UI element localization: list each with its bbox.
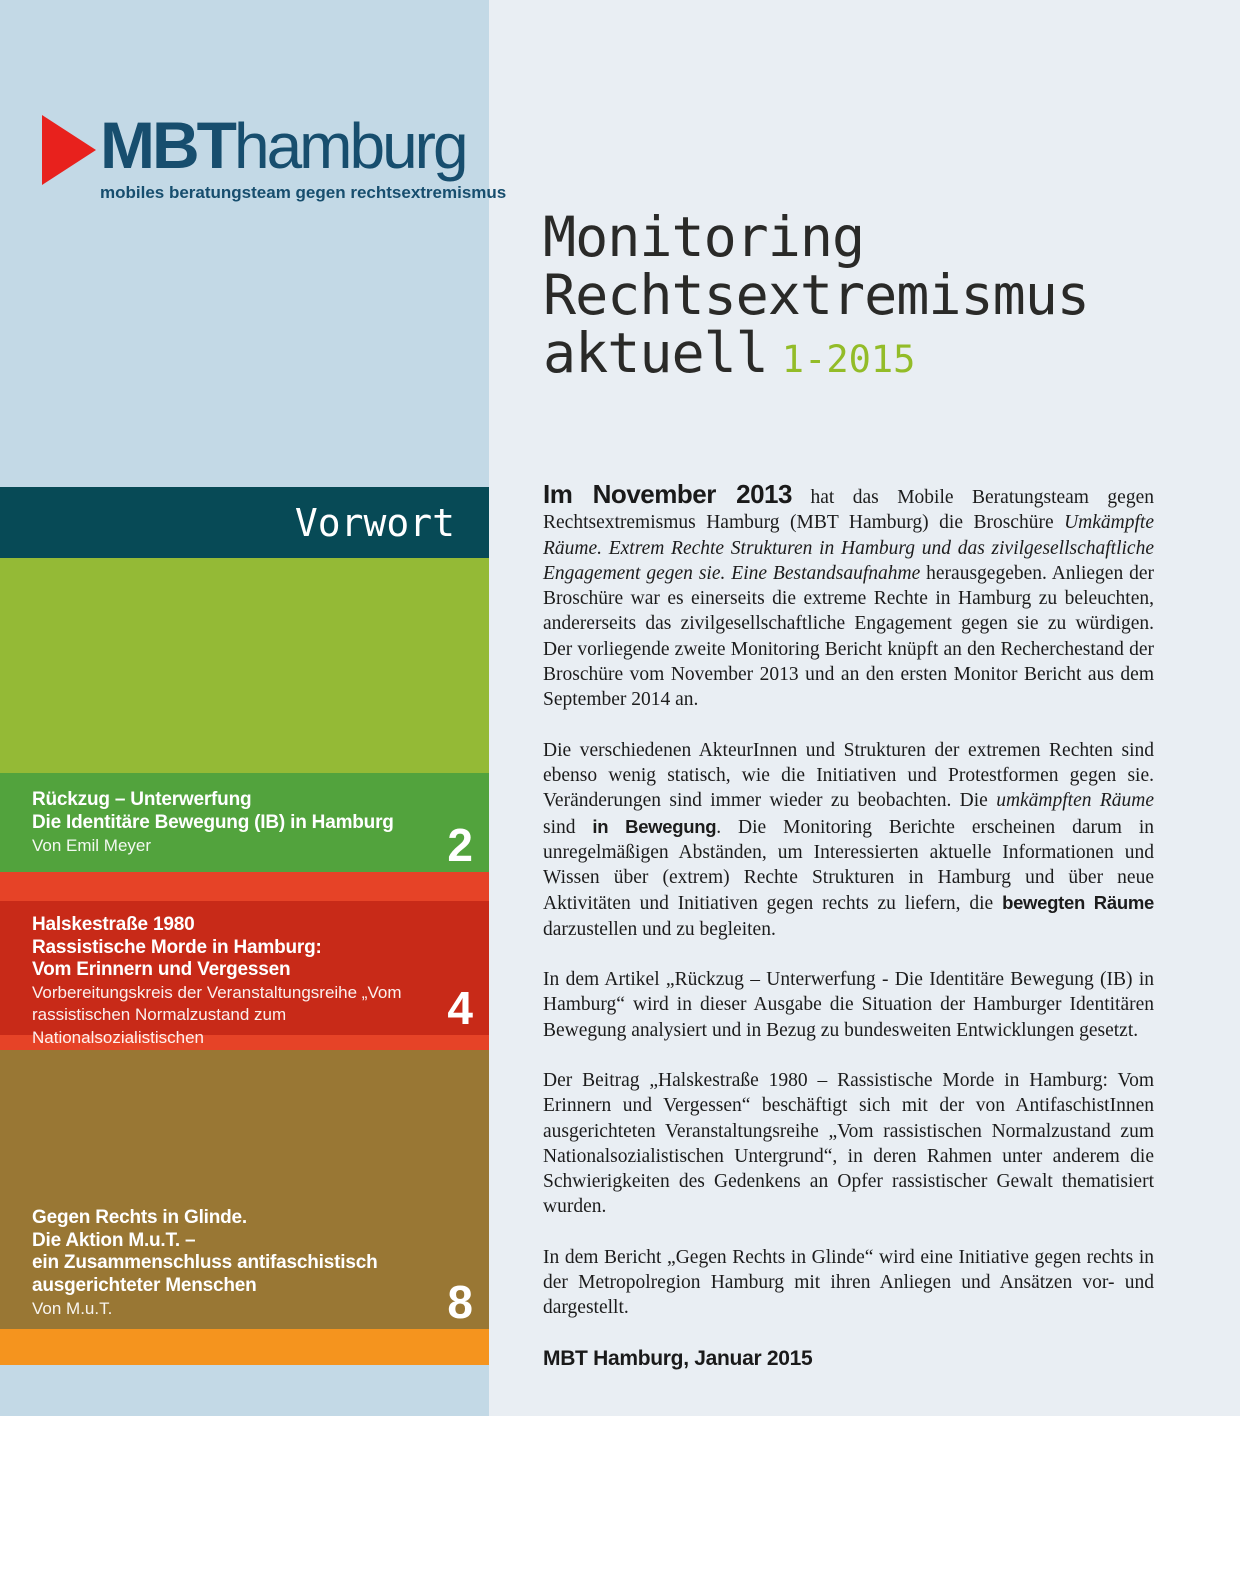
title-line-2: Rechtsextremismus xyxy=(543,263,1089,327)
sidebar-logo-block xyxy=(0,0,507,487)
toc-item-halskestrasse xyxy=(0,901,489,1047)
paragraph-lead-in: Im November 2013 xyxy=(543,479,792,509)
document-title xyxy=(543,205,1089,389)
paragraph-4: Der Beitrag „Halskestraße 1980 – Rassistische Morde in Hamburg: Vom Erinnern und Vergessen“ beschäftigt sich mit der von AntifaschistInnen ausgerichteten Veranstaltungsreihe „Vom rassistischen Normalzustand zum Nationalsozialistischen Untergrund“, in deren Rahmen unter anderem die Schwierigkeiten des Gedenkens an Opfer rassistischer Gewalt thematisiert wurden. xyxy=(543,1069,1154,1218)
divider-strip-orange xyxy=(0,1329,489,1365)
toc-item-author: Von Emil Meyer xyxy=(32,836,152,855)
toc-item-title: ausgerichteter Menschen xyxy=(32,1274,257,1296)
toc-item-title: Die Identitäre Bewegung (IB) in Hamburg xyxy=(32,811,394,833)
toc-item-title: Rassistische Morde in Hamburg: xyxy=(32,936,322,958)
toc-item-title: Vom Erinnern und Vergessen xyxy=(32,959,291,980)
paragraph-2: Die verschiedenen AkteurInnen und Strukturen der extremen Rechten sind ebenso wenig statisch, wie die Initiativen und Protestformen gegen sie. Veränderungen sind immer wieder zu beobachten. Die umkämpften Räume sind in Bewegung. Die Monitoring Berichte erscheinen darum in unregelmäßigen Abständen, um Interessierten aktuelle Informationen und Wissen über (extrem) Rechte Strukturen in Hamburg und über neue Aktivitäten und Initiativen gegen rechts zu liefern, die bewegten Räume darzustellen und zu begleiten. xyxy=(543,739,1154,940)
toc-item-subtitle: rassistischen Normalzustand zum Nationalsozialistischen xyxy=(32,1005,287,1047)
logo-mbt-text: MBT xyxy=(100,108,234,182)
logo-tagline: mobiles beratungsteam gegen rechtsextremismus xyxy=(100,183,507,202)
paragraph-3: In dem Artikel „Rückzug – Unterwerfung - Die Identitäre Bewegung (IB) in Hamburg“ wird in dieser Ausgabe die Situation der Hamburger Identitären Bewegung analysiert und in Bezug zu bundesweiten Entwicklungen gesetzt. xyxy=(543,969,1154,1041)
section-header-label: Vorwort xyxy=(294,500,455,545)
paragraph-5: In dem Bericht „Gegen Rechts in Glinde“ wird eine Initiative gegen rechts in der Metropolregion Hamburg mit ihren Anliegen und Ansätzen vor- und dargestellt. xyxy=(543,1246,1154,1319)
toc-item-subtitle: Vorbereitungskreis der Veranstaltungsreihe „Vom xyxy=(32,982,402,1002)
mbt-hamburg-logo xyxy=(42,110,506,203)
toc-item-rueckzug xyxy=(0,773,489,872)
toc-item-title: ein Zusammenschluss antifaschistisch xyxy=(32,1252,378,1273)
divider-strip-red xyxy=(0,872,489,901)
issue-number: 1-2015 xyxy=(781,338,916,381)
title-line-1: Monitoring xyxy=(543,205,865,269)
vorwort-body-text xyxy=(543,481,1154,1371)
logo-triangle-icon xyxy=(42,115,96,185)
toc-page-number: 4 xyxy=(447,982,473,1034)
sidebar xyxy=(0,0,507,1416)
section-header-vorwort xyxy=(0,487,489,558)
toc-item-title: Die Aktion M.u.T. – xyxy=(32,1229,196,1251)
footer-strip-blue xyxy=(0,1365,489,1416)
toc-page-number: 8 xyxy=(447,1276,473,1328)
toc-item-glinde xyxy=(0,1050,489,1329)
signoff: MBT Hamburg, Januar 2015 xyxy=(543,1346,813,1370)
logo-hamburg-text: hamburg xyxy=(233,110,466,182)
toc-item-author: Von M.u.T. xyxy=(32,1299,113,1318)
spacer-block-green xyxy=(0,558,489,773)
toc-item-title: Rückzug – Unterwerfung xyxy=(32,789,252,810)
toc-page-number: 2 xyxy=(447,819,473,871)
toc-item-title: Halskestraße 1980 xyxy=(32,914,195,935)
main-panel xyxy=(489,0,1240,1416)
title-line-3: aktuell 1-2015 xyxy=(543,321,916,385)
paragraph-intro: Im November 2013 hat das Mobile Beratungsteam gegen Rechtsextremismus Hamburg (MBT Hamburg) die Broschüre Umkämpfte Räume. Extrem Rechte Strukturen in Hamburg und das zivilgesellschaftliche Engagement gegen sie. Eine Bestandsaufnahme herausgegeben. Anliegen der Broschüre war es einerseits die extreme Rechte in Hamburg zu beleuchten, andererseits das zivilgesellschaftliche Engagement gegen sie zu würdigen. Der vorliegende zweite Monitoring Bericht knüpft an den Recherchestand der Broschüre vom November 2013 und an den ersten Monitor Bericht aus dem September 2014 an. xyxy=(543,479,1154,711)
toc-item-title: Gegen Rechts in Glinde. xyxy=(32,1207,247,1228)
